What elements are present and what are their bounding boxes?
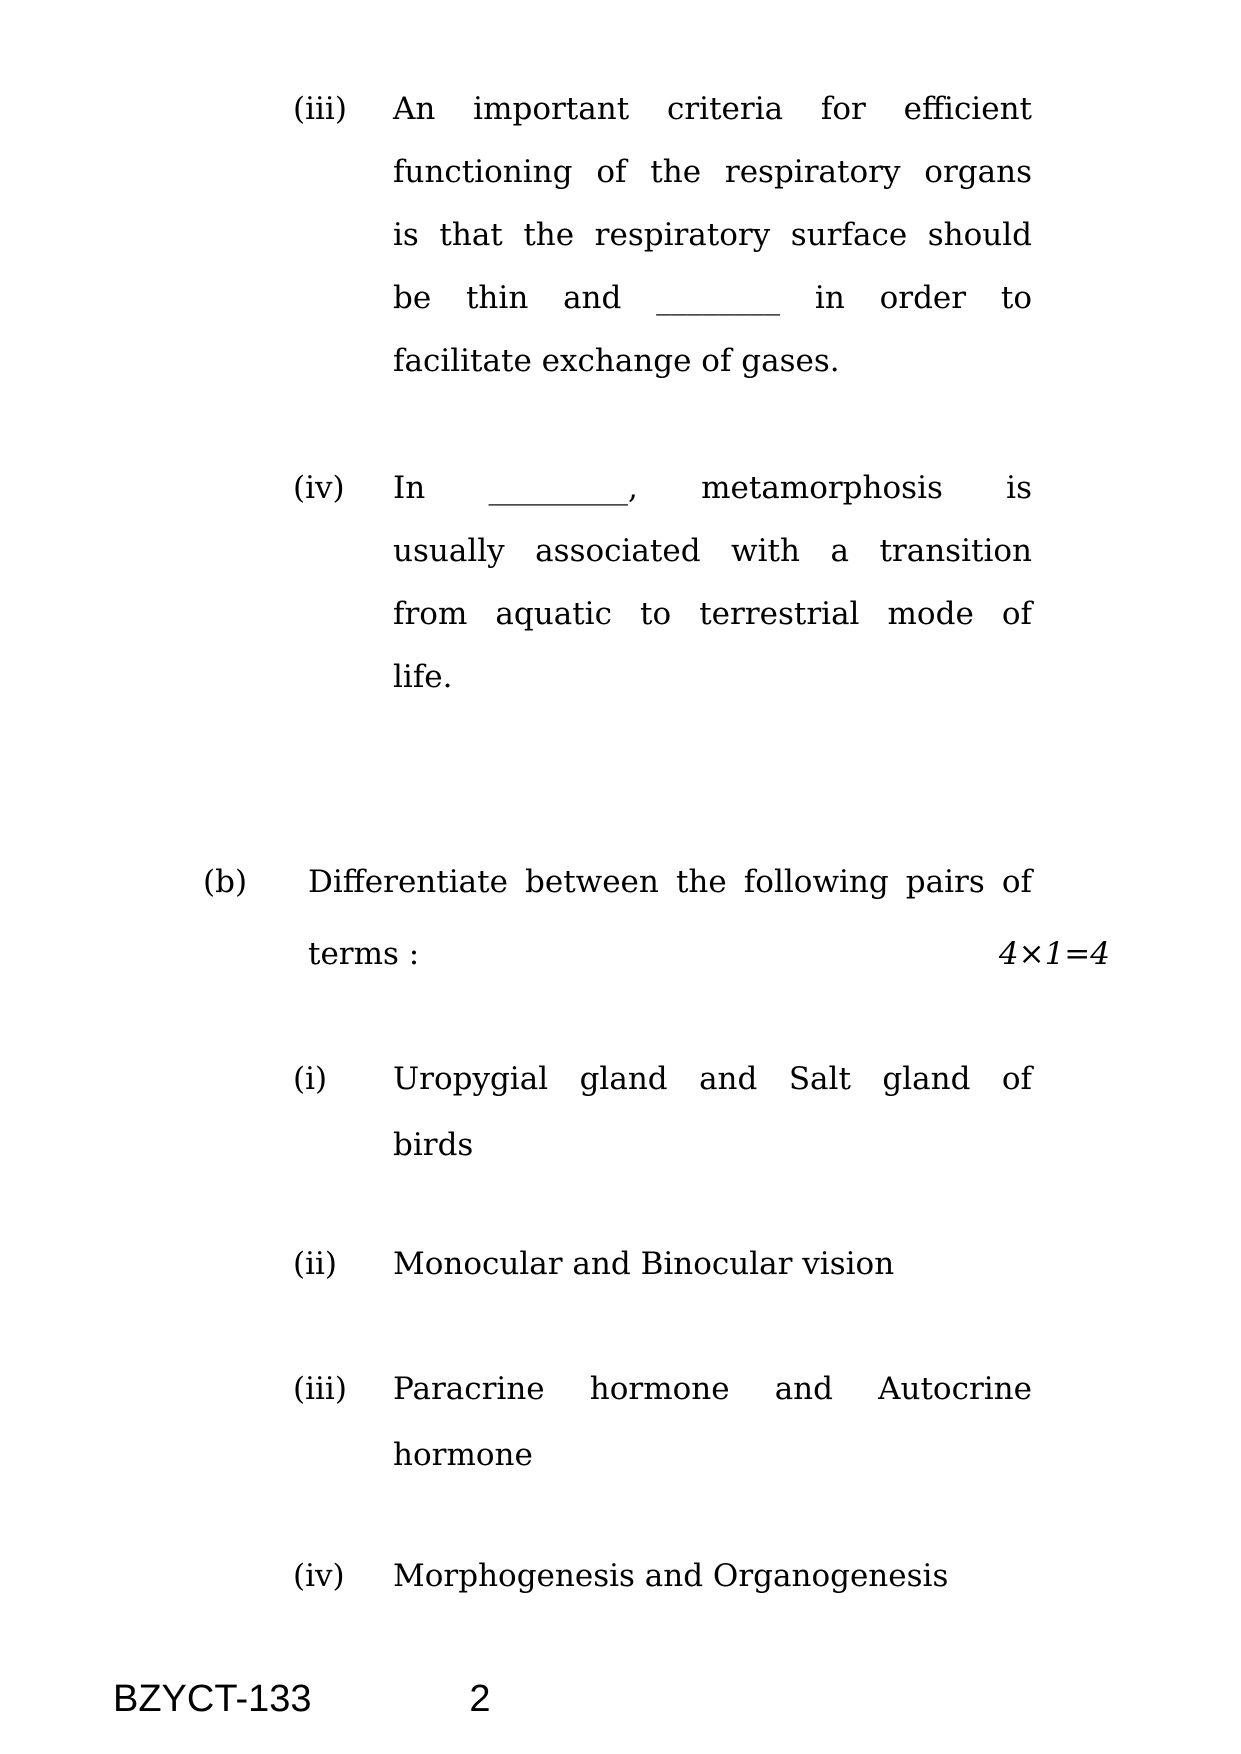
question-line-with-blank: be thin and ________ in order to <box>393 280 1032 316</box>
question-part-b <box>203 846 1113 990</box>
question-line: functioning of the respiratory organs <box>393 154 1032 190</box>
marks-value: 4×1=4 <box>998 936 1110 972</box>
question-item-b-iii <box>293 1356 1032 1488</box>
question-line: facilitate exchange of gases. <box>393 343 840 379</box>
question-item-b-iv <box>293 1543 1032 1609</box>
page-footer <box>0 1676 1241 1726</box>
item-label: (iii) <box>293 91 347 127</box>
item-label: (iv) <box>293 1558 345 1594</box>
question-line: An important criteria for efficient <box>393 91 1032 127</box>
footer-course-code: BZYCT-133 <box>113 1678 312 1720</box>
question-item-b-i <box>293 1046 1032 1178</box>
question-line: usually associated with a transition <box>393 533 1032 569</box>
question-item-a-iii <box>293 78 1032 393</box>
question-item-a-iv <box>293 457 1032 709</box>
question-line: life. <box>393 659 453 695</box>
item-text <box>393 457 1032 709</box>
question-line: Monocular and Binocular vision <box>393 1246 895 1282</box>
question-line: is that the respiratory surface should <box>393 217 1032 253</box>
question-line: Uropygial gland and Salt gland of <box>393 1061 1032 1097</box>
terms-and-marks-row <box>308 918 1110 990</box>
question-line-with-blank: In _________, metamorphosis is <box>393 470 1032 506</box>
item-text <box>393 78 1032 393</box>
question-line: from aquatic to terrestrial mode of <box>393 596 1032 632</box>
item-label: (iii) <box>293 1371 347 1407</box>
item-text <box>308 846 1110 990</box>
item-text <box>393 1231 1032 1297</box>
footer-page-number: 2 <box>469 1678 491 1720</box>
question-line: Differentiate between the following pairs of <box>308 864 1032 900</box>
item-label: (ii) <box>293 1246 338 1282</box>
question-line: Paracrine hormone and Autocrine <box>393 1371 1032 1407</box>
item-text <box>393 1356 1032 1488</box>
item-text <box>393 1046 1032 1178</box>
item-label: (i) <box>293 1061 328 1097</box>
question-line: birds <box>393 1127 474 1163</box>
item-text <box>393 1543 1032 1609</box>
item-label: (b) <box>203 864 248 900</box>
question-line: terms : <box>308 936 420 972</box>
item-label: (iv) <box>293 470 345 506</box>
question-item-b-ii <box>293 1231 1032 1297</box>
question-line: hormone <box>393 1437 533 1473</box>
question-line: Morphogenesis and Organogenesis <box>393 1558 949 1594</box>
